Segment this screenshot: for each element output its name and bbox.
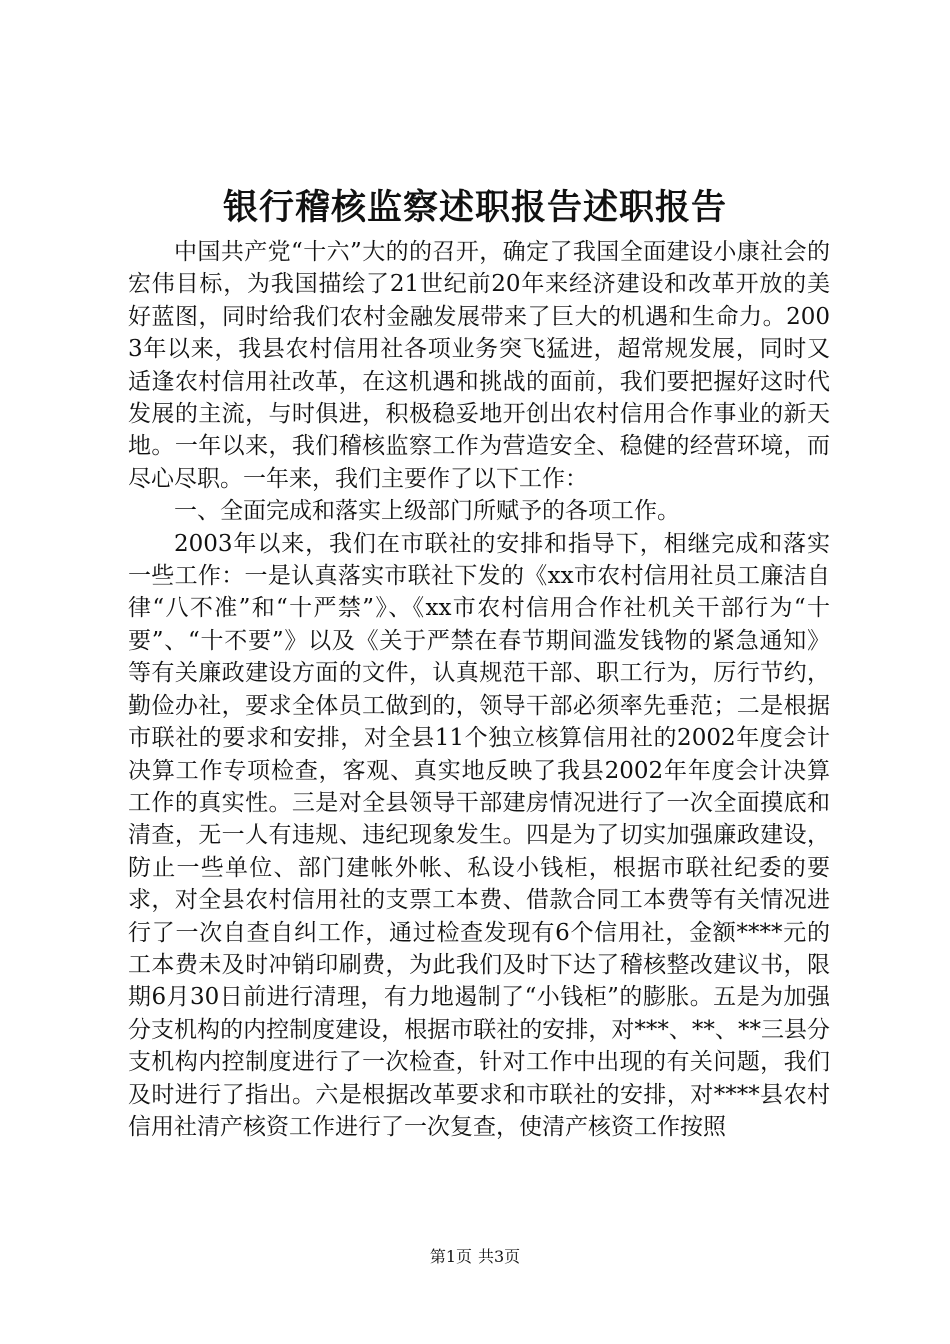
page-number: 第1页 [429, 1247, 472, 1266]
page-total: 共3页 [478, 1247, 521, 1266]
paragraph-section-heading: 一、全面完成和落实上级部门所赋予的各项工作。 [174, 498, 680, 525]
document-body [128, 236, 830, 1143]
page-footer [0, 1247, 950, 1267]
document-title: 银行稽核监察述职报告述职报告 [222, 187, 727, 228]
paragraph-work-details: 2003年以来，我们在市联社的安排和指导下，相继完成和落实一些工作：一是认真落实市联社下发的《xx市农村信用社员工廉洁自律“八不准”和“十严禁”》、《xx市农村信用合作社机关干部行为“十要”、“十不要”》以及《关于严禁在春节期间滥发钱物的紧急通知》等有关廉政建设方面的文件，认真规范干部、职工行为，厉行节约，勤俭办社，要求全体员工做到的，领导干部必须率先垂范；二是根据市联社的要求和安排，对全县11个独立核算信用社的2002年度会计决算工作专项检查，客观、真实地反映了我县2002年年度会计决算工作的真实性。三是对全县领导干部建房情况进行了一次全面摸底和清查，无一人有违规、违纪现象发生。四是为了切实加强廉政建设，防止一些单位、部门建帐外帐、私设小钱柜，根据市联社纪委的要求，对全县农村信用社的支票工本费、借款合同工本费等有关情况进行了一次自查自纠工作，通过检查发现有6个信用社，金额****元的工本费未及时冲销印刷费，为此我们及时下达了稽核整改建议书，限期6月30日前进行清理，有力地遏制了“小钱柜”的膨胀。五是为加强分支机构的内控制度建设，根据市联社的安排，对***、**、**三县分支机构内控制度进行了一次检查，针对工作中出现的有关问题，我们及时进行了指出。六是根据改革要求和市联社的安排，对****县农村信用社清产核资工作进行了一次复查，使清产核资工作按照 [128, 530, 830, 1140]
paragraph-intro: 中国共产党“十六”大的的召开，确定了我国全面建设小康社会的宏伟目标，为我国描绘了21世纪前20年来经济建设和改革开放的美好蓝图，同时给我们农村金融发展带来了巨大的机遇和生命力。2003年以来，我县农村信用社各项业务突飞猛进，超常规发展，同时又适逢农村信用社改革，在这机遇和挑战的面前，我们要把握好这时代发展的主流，与时俱进，积极稳妥地开创出农村信用合作事业的新天地。一年以来，我们稽核监察工作为营造安全、稳健的经营环境，而尽心尽职。一年来，我们主要作了以下工作： [128, 239, 830, 492]
